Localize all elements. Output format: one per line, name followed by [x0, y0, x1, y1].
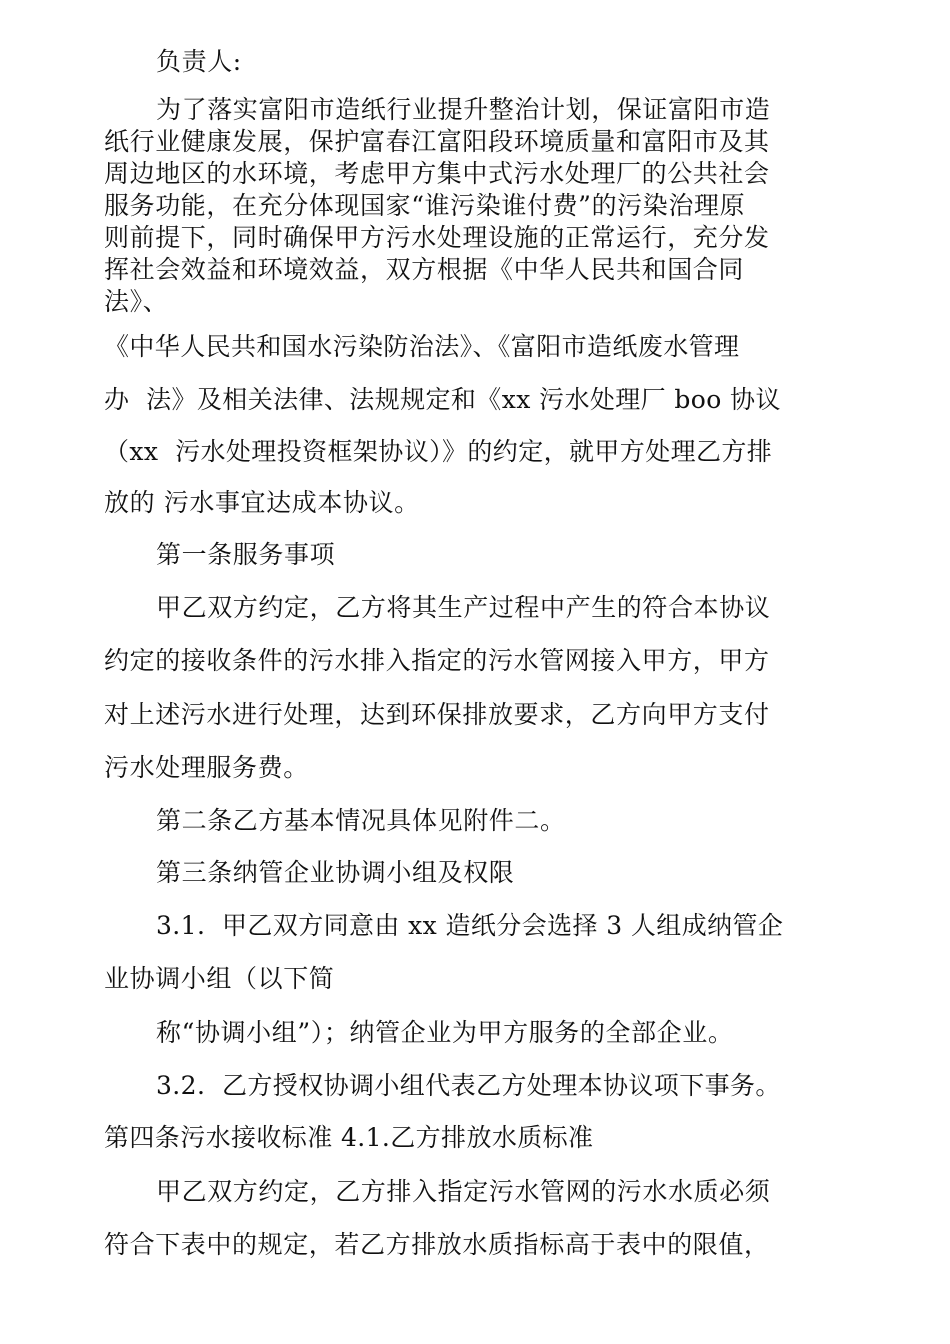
preamble-line-10: （xx 污水处理投资框架协议）》的约定，就甲方处理乙方排 [104, 437, 773, 466]
preamble-line-9: 办 法》及相关法律、法规规定和《xx 污水处理厂 boo 协议 [104, 385, 781, 414]
clause-3-1-line-3: 称“协调小组”）；纳管企业为甲方服务的全部企业。 [156, 1018, 734, 1047]
preamble-line-1: 为了落实富阳市造纸行业提升整治计划，保证富阳市造 [156, 95, 771, 124]
preamble-line-11: 放的 污水事宜达成本协议。 [104, 488, 420, 517]
article-1-line-3: 对上述污水进行处理，达到环保排放要求，乙方向甲方支付 [104, 700, 770, 729]
article-1-line-4: 污水处理服务费。 [104, 753, 309, 782]
article-1-line-2: 约定的接收条件的污水排入指定的污水管网接入甲方，甲方 [104, 646, 770, 675]
preamble-line-7: 法》、 [104, 287, 169, 316]
article-4-line-1: 甲乙双方约定，乙方排入指定污水管网的污水水质必须 [156, 1177, 771, 1206]
article-3-heading: 第三条纳管企业协调小组及权限 [156, 858, 515, 887]
article-1-line-1: 甲乙双方约定，乙方将其生产过程中产生的符合本协议 [156, 593, 771, 622]
preamble-line-3: 周边地区的水环境，考虑甲方集中式污水处理厂的公共社会 [104, 159, 770, 188]
article-2-heading: 第二条乙方基本情况具体见附件二。 [156, 806, 566, 835]
article-1-heading: 第一条服务事项 [156, 540, 336, 569]
responsible-person-label: 负责人: [156, 47, 242, 76]
preamble-line-2: 纸行业健康发展，保护富春江富阳段环境质量和富阳市及其 [104, 127, 770, 156]
clause-3-1-line-2: 业协调小组（以下简 [104, 964, 335, 993]
article-4-line-2: 符合下表中的规定，若乙方排放水质指标高于表中的限值， [104, 1230, 770, 1259]
preamble-line-6: 挥社会效益和环境效益，双方根据《中华人民共和国合同 [104, 255, 745, 284]
preamble-line-8: 《中华人民共和国水污染防治法》、《富阳市造纸废水管理 [104, 332, 740, 361]
clause-3-2-line: 3.2. 乙方授权协调小组代表乙方处理本协议项下事务。 [156, 1071, 781, 1100]
article-4-heading: 第四条污水接收标准 4.1.乙方排放水质标准 [104, 1123, 594, 1152]
preamble-line-4: 服务功能，在充分体现国家“谁污染谁付费”的污染治理原 [104, 191, 746, 220]
preamble-line-5: 则前提下，同时确保甲方污水处理设施的正常运行，充分发 [104, 223, 770, 252]
clause-3-1-line-1: 3.1. 甲乙双方同意由 xx 造纸分会选择 3 人组成纳管企 [156, 911, 784, 940]
